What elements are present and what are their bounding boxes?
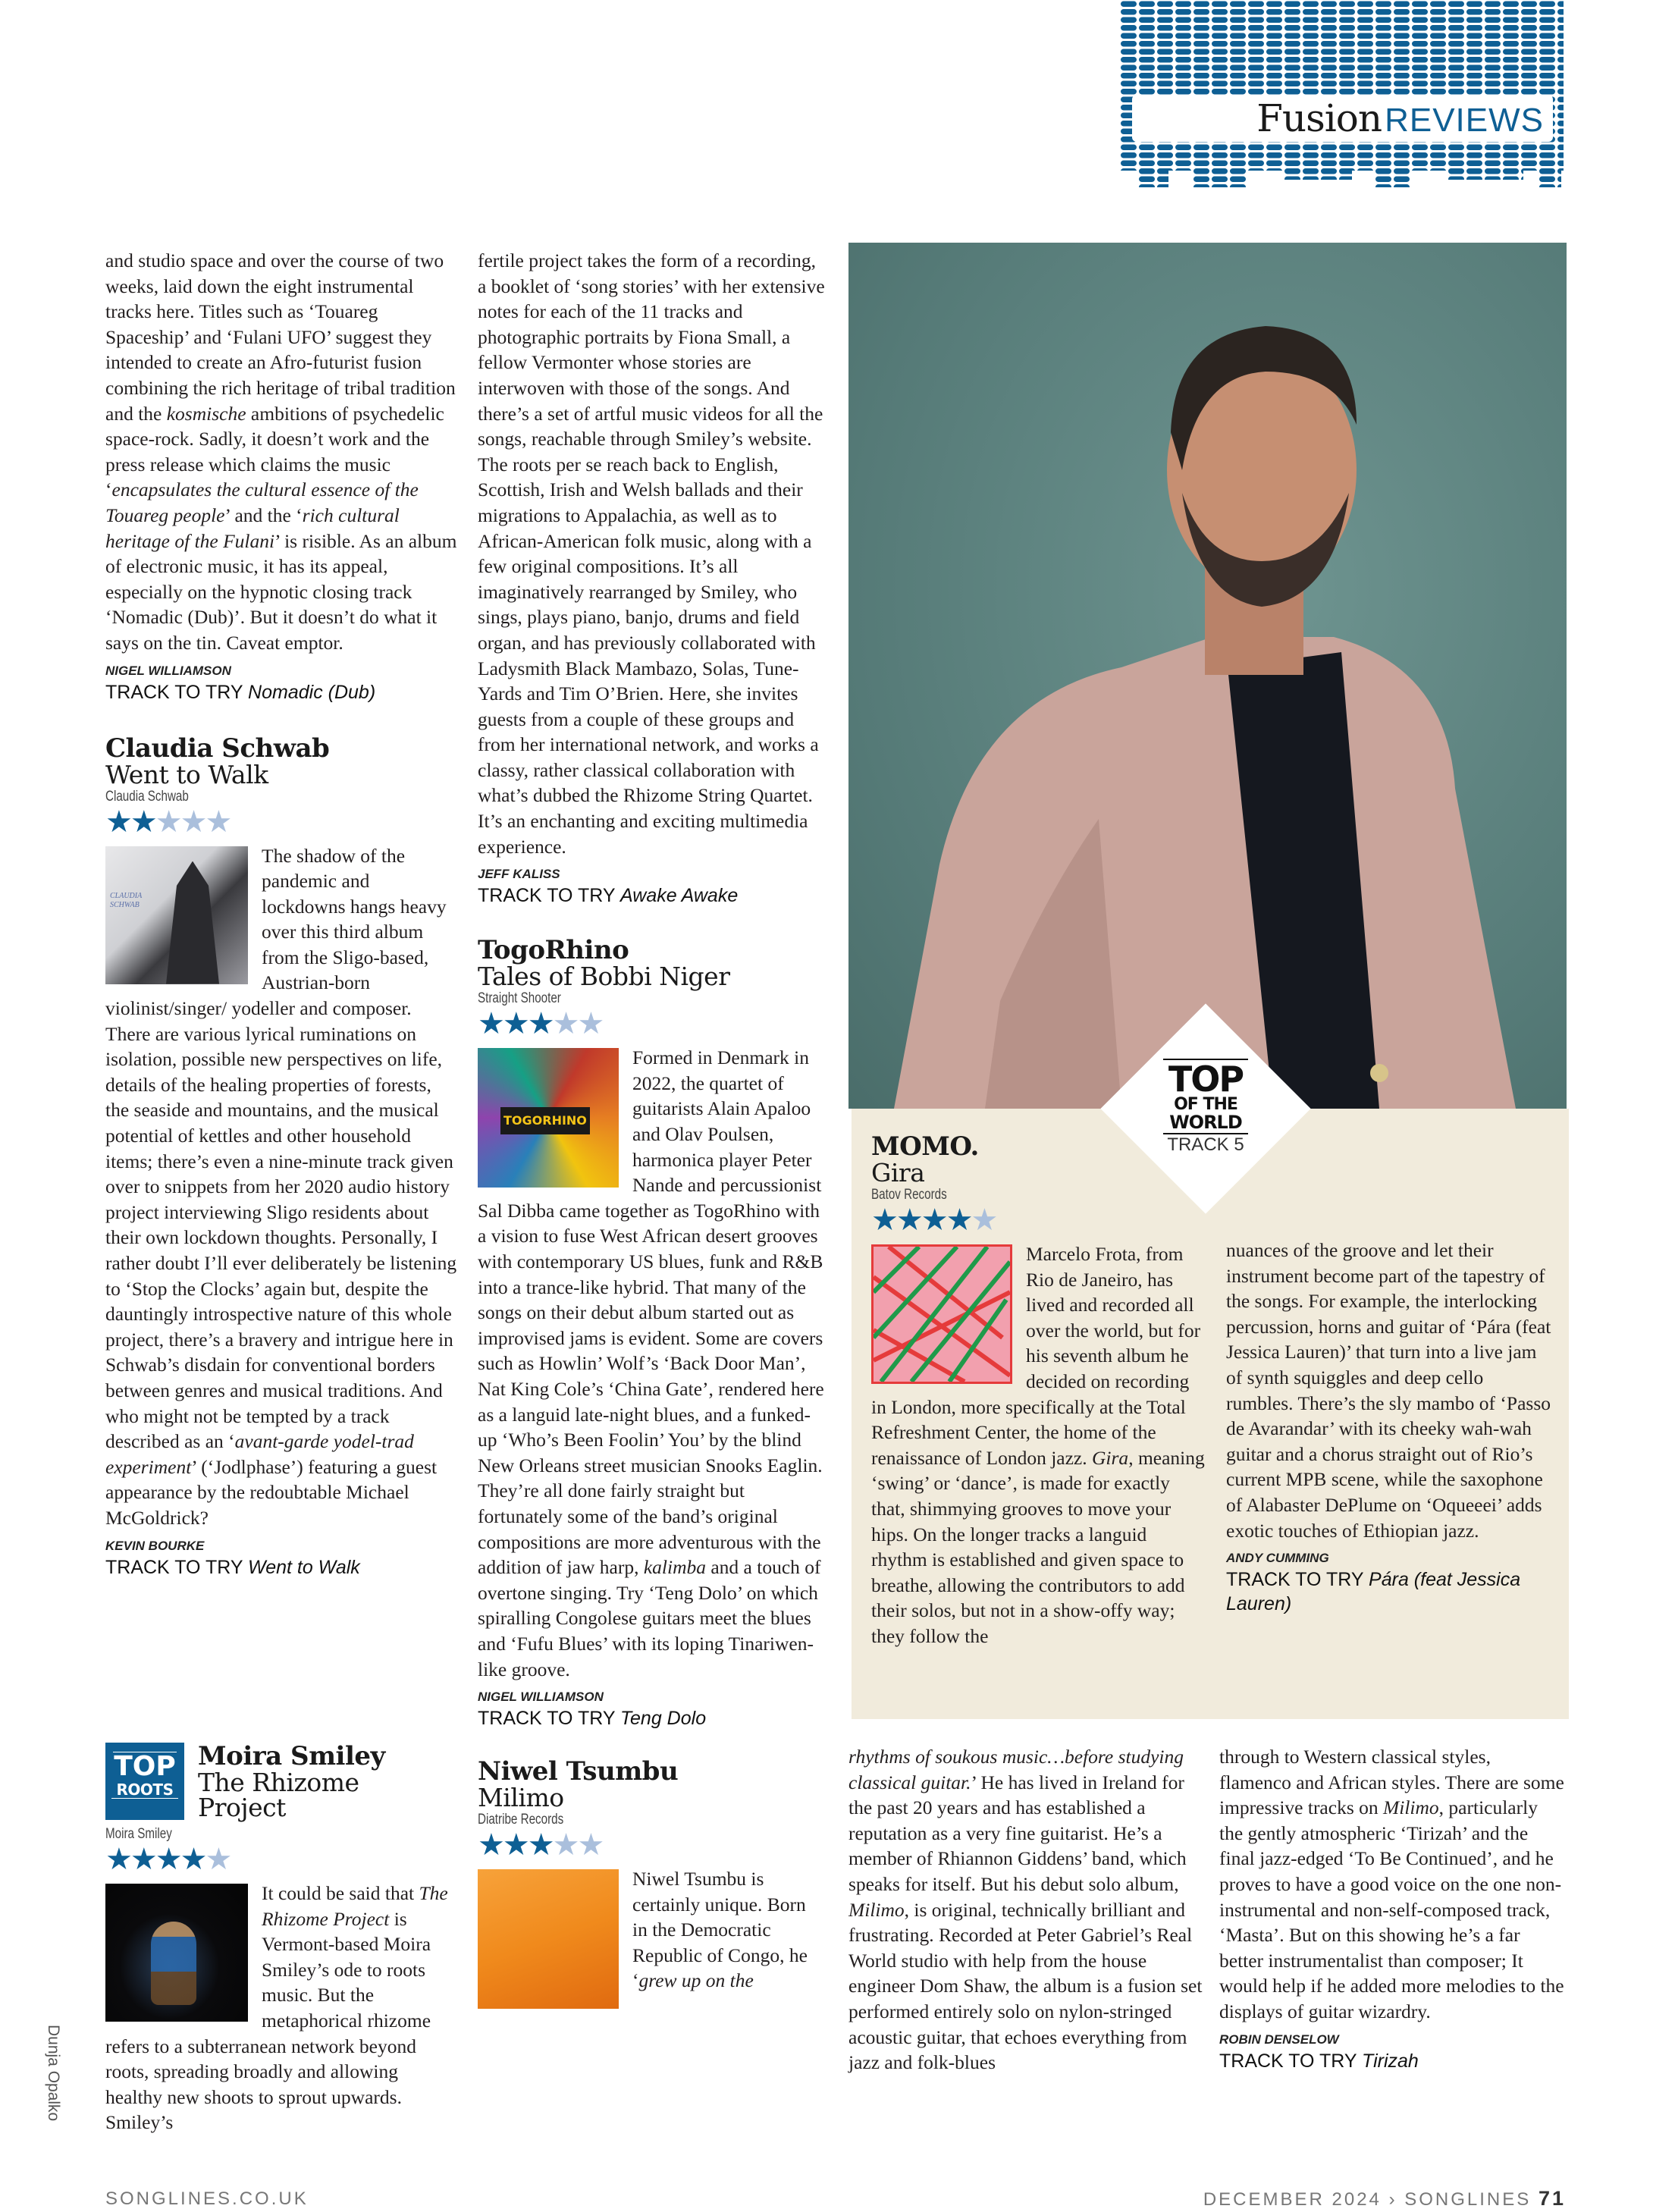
text-run: , is original, technically brilliant and frustrating. Recorded at Peter Gabriel’s Real World studio with help from the house engineer Dom Shaw, the album is a fusion set performed entirely solo on nylon-stringed acoustic guitar, that echoes everything from jazz and folk-blues [848,1898,1203,2074]
italic-text-run: The Rhizome Project [262,1882,448,1930]
review-claudia-schwab [105,735,458,1580]
star-empty-icon: ★ [577,1828,603,1863]
track-to-try-label: TRACK TO TRY [105,1556,243,1578]
review-moira-smiley [105,1743,458,2135]
track-to-try [1226,1567,1552,1616]
star-empty-icon: ★ [205,1842,231,1877]
reviewer-name: KEVIN BOURKE [105,1538,205,1553]
star-empty-icon: ★ [552,1828,578,1863]
track-to-try-label: TRACK TO TRY [105,681,243,703]
track-to-try [478,883,825,908]
footer-date: DECEMBER 2024 [1203,2189,1382,2210]
text-run: The shadow of the pandemic and lockdowns hangs heavy over this third album from the Sligo-based, Austrian-born violinist/singer/ yodeller and composer. There are various lyrical ruminations on isolation, possible new perspectives on life, details of the healing properties of forests, the seaside and mountains, and the musical potential of kettles and other household items; there’s even a nine-minute track given over to snippets from her 2020 audio history project interviewing Sligo residents about their own lockdown thoughts. Personally, I rather doubt I’ll ever deliberately be listening to ‘Stop the Clocks’ again but, despite the dauntingly introspective nature of this whole project, there’s a bravery and intrigue here in Schwab’s disdain for conventional borders between genres and musical traditions. And who might not be tempted by a track described as an ‘ [105,844,457,1453]
review-togorhino [478,937,825,1730]
text-run: and studio space and over the course of two weeks, laid down the eight instrumental tracks here. Titles such as ‘Touareg Spaceship’ and ‘Fulani UFO’ suggest they intended to create an Afro-futurist fusion combining the rich heritage of tribal tradition and the [105,249,456,425]
star-empty-icon: ★ [971,1203,996,1238]
reviewer-name: JEFF KALISS [478,867,560,882]
text-run: Formed in Denmark in 2022, the quartet of guitarists Alain Apaloo and Olav Poulsen, harmonica player Peter Nande and percussionist Sal Dibba came together as TogoRhino with a vision to fuse West African desert grooves with contemporary US blues, funk and R&B into a trance-like hybrid. That many of the songs on their debut album started out as improvised jams is evident. Some are covers such as Howlin’ Wolf’s ‘Back Door Man’, Nat King Cole’s ‘China Gate’, rendered here as a languid late-night blues, and a funked-up ‘Who’s Been Foolin’ You’ by the blind New Orleans street musician Snooks Eaglin. They’re all done fairly straight but fortunately some of the band’s original compositions are more adventurous with the addition of jaw harp, [478,1046,824,1579]
star-filled-icon: ★ [946,1203,971,1238]
album-cover [105,846,248,984]
star-empty-icon: ★ [180,804,205,839]
italic-text-run: rich cultural heritage of the Fulani [105,504,400,552]
page-number: 71 [1538,2187,1566,2210]
text-run: It could be said that [262,1882,419,1904]
paragraph [105,248,458,656]
text-run: and a touch of overtone singing. Try ‘Teng Dolo’ on which spiralling Congolese guitars meet the blues and ‘Fufu Blues’ with its loping Tinariwen-like groove. [478,1556,821,1680]
album-line-1: The Rhizome [198,1768,359,1797]
text-run: ’ and the ‘ [224,504,303,526]
italic-text-run: kalimba [643,1556,706,1579]
track-to-try [478,1706,825,1730]
album-cover [105,1884,248,2022]
track-to-try-title: Went to Walk [248,1556,360,1578]
track-to-try [1219,2049,1564,2073]
review-artist: MOMO. [871,1131,979,1162]
text-run: ambitions of psychedelic space-rock. Sadly, it doesn’t work and the press release which claims the music ‘ [105,402,444,501]
star-filled-icon: ★ [105,1842,130,1877]
cover-lines-pattern [874,1247,1010,1382]
star-empty-icon: ★ [155,804,180,839]
star-filled-icon: ★ [871,1203,896,1238]
record-label: Claudia Schwab [105,788,189,805]
record-label: Batov Records [871,1187,947,1203]
footer-website: SONGLINES.CO.UK [105,2188,309,2209]
album-line-2: Project [198,1793,286,1822]
album-cover [478,1048,619,1188]
star-filled-icon: ★ [130,1842,155,1877]
star-filled-icon: ★ [527,1828,553,1863]
review-album [198,1770,385,1820]
star-filled-icon: ★ [896,1203,921,1238]
star-filled-icon: ★ [478,1828,503,1863]
artist-photo [848,243,1567,1109]
star-rating [478,1006,825,1042]
text-run: ’ (‘Jodlphase’) featuring a guest appearance by the redoubtable Michael McGoldrick? [105,1455,438,1529]
review-album: Went to Walk [105,759,268,789]
chevron-right-icon: › [1388,2189,1397,2210]
footer-issue [1203,2187,1566,2210]
track-to-try [105,680,458,704]
album-cover [478,1869,619,2009]
review-artist: Moira Smiley [198,1741,385,1771]
top-roots-badge [105,1743,184,1820]
track-to-try [105,1555,458,1580]
italic-text-run: Gira [1092,1446,1129,1469]
star-filled-icon: ★ [527,1006,553,1042]
reviewer-name: NIGEL WILLIAMSON [478,1690,604,1705]
italic-text-run: grew up on the [638,1969,754,1992]
track-to-try-title: Nomadic (Dub) [248,681,376,703]
track-to-try-title: Teng Dolo [620,1708,707,1730]
track-to-try-title: Pára (feat Jessica Lauren) [1226,1569,1521,1615]
track-to-try-label: TRACK TO TRY [1219,2050,1357,2072]
text-run: , particularly the gently atmospheric ‘Tirizah’ and the final jazz-edged ‘To Be Continued’, and he proves to have a good voice on the one non-instrumental and non-self-composed track, ‘Masta’. But on this showing he’s a far better instrumentalist than composer; It would help if he added more melodies to the displays of guitar wizardry. [1219,1796,1564,2022]
star-empty-icon: ★ [552,1006,578,1042]
star-rating [105,1844,458,1876]
paragraph [1226,1238,1552,1543]
italic-text-run: kosmische [166,402,246,425]
header-label-box [1132,95,1553,142]
star-filled-icon: ★ [478,1006,503,1042]
italic-text-run: Milimo [848,1898,905,1921]
section-title: Fusion [1256,96,1382,140]
record-label: Diatribe Records [478,1812,564,1828]
review-album: Tales of Bobbi Niger [478,962,730,992]
star-filled-icon: ★ [130,804,155,839]
paragraph [848,1744,1203,2076]
reviewer-name: ANDY CUMMING [1226,1551,1329,1566]
paragraph [1219,1744,1564,2025]
niwel-text-column-3 [848,1744,1203,2076]
text-run: Marcelo Frota, from Rio de Janeiro, has lived and recorded all over the world, but for his seventh album he decided on recording in London, more specifically at the Total Refreshment Center, the home of the renaissance of London jazz. [871,1243,1201,1469]
section-subtitle: REVIEWS [1385,102,1544,139]
badge-top-text: TOP [1168,1059,1244,1100]
track-to-try-title: Awake Awake [620,885,739,907]
star-rating [105,804,458,839]
cover-figure-icon [151,1922,196,2005]
cover-figure-icon [166,861,219,984]
review-momo [871,1133,1205,1649]
badge-of-the-text: OF THE [1174,1095,1237,1114]
text-run: ’ He has lived in Ireland for the past 20 years and has established a reputation as a very fine guitarist. He’s a member of Rhiannon Giddens’ band, which speaks for itself. But his debut solo album, [848,1771,1187,1895]
star-filled-icon: ★ [105,804,130,839]
column-2 [478,248,825,2012]
star-filled-icon: ★ [502,1828,528,1863]
review-album: Milimo [478,1783,564,1813]
section-header [1120,0,1567,194]
footer-magazine: SONGLINES [1404,2189,1532,2210]
badge-world-text: WORLD [1163,1113,1248,1134]
album-cover [871,1244,1012,1384]
portrait-illustration [848,243,1567,1109]
badge-top-text: TOP [114,1751,176,1782]
star-filled-icon: ★ [502,1006,528,1042]
star-rating [478,1830,825,1862]
cover-text: TOGORHINO [500,1107,590,1134]
review-niwel-tsumbu [478,1758,825,1994]
text-run: nuances of the groove and let their instrument become part of the tapestry of the songs. For example, the interlocking percussion, horns and guitar of ‘Pára (feat Jessica Lauren)’ that turn into a live jam of synth squiggles and deep cello rumbles. There’s the sly mambo of ‘Passo de Avarandar’ with its cheeky wah-wah guitar and a chorus straight out of Rio’s current MPB scene, while the saxophone of Alabaster DePlume on ‘Oqueeei’ adds exotic touches of Ethiopian jazz. [1226,1239,1551,1542]
review-artist: TogoRhino [478,935,629,966]
cover-text: CLAUDIA SCHWAB [110,891,143,909]
record-label: Moira Smiley [105,1826,172,1842]
star-filled-icon: ★ [155,1842,180,1877]
text-run: ’ is risible. As an album of electronic music, it has its appeal, especially on the hypnotic closing track ‘Nomadic (Dub)’. But it doesn’t do what it says on the tin. Caveat emptor. [105,529,457,654]
niwel-text-column-4 [1219,1744,1564,2073]
text-run: , meaning ‘swing’ or ‘dance’, is made for exactly that, shimmying grooves to move your hips. On the longer tracks a languid rhythm is established and given space to breathe, allowing the contributors to add their solos, but not in a show-offy way; they follow the [871,1446,1205,1647]
review-momo-continued [1226,1238,1552,1616]
italic-text-run: avant-garde yodel-trad experiment [105,1430,414,1478]
reviewer-name: ROBIN DENSELOW [1219,2032,1339,2047]
star-filled-icon: ★ [921,1203,946,1238]
italic-text-run: Milimo [1383,1796,1439,1819]
italic-text-run: encapsulates the cultural essence of the Touareg people [105,478,419,526]
previous-review-text [105,248,458,656]
badge-track-text: TRACK 5 [1167,1134,1244,1155]
review-artist: Niwel Tsumbu [478,1756,679,1787]
star-empty-icon: ★ [205,804,231,839]
text-run: Niwel Tsumbu is certainly unique. Born in the Democratic Republic of Congo, he ‘ [632,1868,808,1992]
record-label: Straight Shooter [478,990,561,1007]
photo-credit: Dunja Opalko [45,2025,62,2122]
paragraph [478,248,825,859]
text-run: fertile project takes the form of a recording, a booklet of ‘song stories’ with her extensive notes for each of the 11 tracks and photographic portraits by Fiona Small, a fellow Vermonter whose stories are interwoven with those of the songs. And there’s a set of artful music videos for all the songs, reachable through Smiley’s website. The roots per se reach back to English, Scottish, Irish and Welsh ballads and their migrations to Appalachia, as well as to African-American folk music, along with a few original compositions. It’s all imaginatively rearranged by Smiley, who sings, plays piano, banjo, drums and field organ, and has previously collaborated with Ladysmith Black Mambazo, Solas, Tune-Yards and Tim O’Brien. Here, she invites guests from a couple of these groups and from her international network, and works a classy, rather classical collaboration with what’s dubbed the Rhizome String Quartet. It’s an enchanting and exciting multimedia experience. [478,249,825,858]
star-filled-icon: ★ [180,1842,205,1877]
badge-roots-text: ROOTS [111,1781,178,1799]
track-to-try-label: TRACK TO TRY [1226,1569,1364,1591]
text-run: through to Western classical styles, flamenco and African styles. There are some impressive tracks on [1219,1746,1564,1819]
italic-text-run: rhythms of soukous music…before studying classical guitar. [848,1746,1184,1793]
star-rating [871,1205,1205,1237]
reviewer-name: NIGEL WILLIAMSON [105,663,231,678]
review-artist: Claudia Schwab [105,733,330,764]
star-empty-icon: ★ [577,1006,603,1042]
column-1 [105,248,458,1580]
track-to-try-label: TRACK TO TRY [478,885,616,907]
track-to-try-title: Tirizah [1362,2050,1419,2072]
track-to-try-label: TRACK TO TRY [478,1708,616,1730]
review-album: Gira [871,1158,925,1188]
text-run: is Vermont-based Moira Smiley’s ode to roots music. But the metaphorical rhizome refers to a subterranean network beyond roots, spreading broadly and allowing healthy new shoots to sprout upwards. Smiley’s [105,1907,431,2134]
